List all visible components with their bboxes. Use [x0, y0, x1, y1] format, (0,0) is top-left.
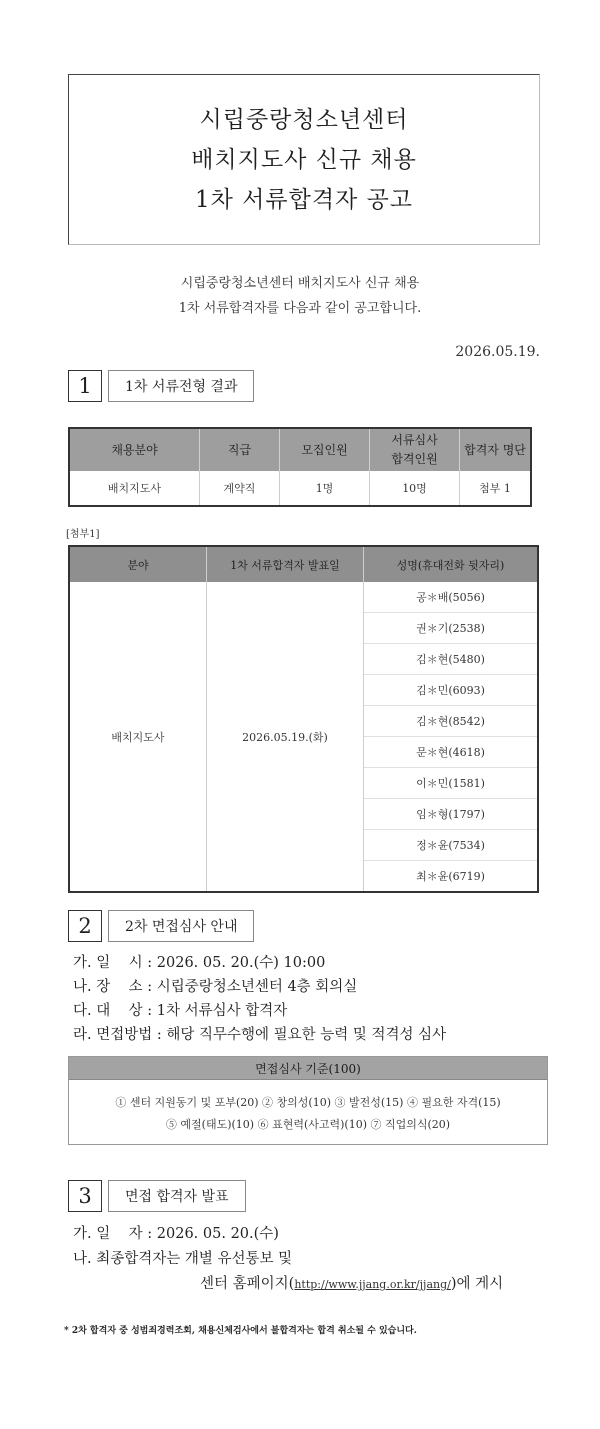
announcement-date: 2026.05.19.	[455, 344, 540, 360]
results-table	[68, 427, 532, 507]
title-line-3: 1차 서류합격자 공고	[195, 186, 413, 213]
intro-line-1: 시립중랑청소년센터 배치지도사 신규 채용	[180, 276, 420, 291]
criteria-box	[68, 1056, 548, 1145]
criteria-line-2: ⑤ 예절(태도)(10) ⑥ 표현력(사고력)(10) ⑦ 직업의식(20)	[165, 1118, 451, 1131]
cell-name: 김＊현(8542)	[364, 706, 539, 737]
section-2-number: 2	[68, 910, 102, 942]
cell-field: 배치지도사	[69, 471, 200, 506]
cell-announce-date: 2026.05.19.(화)	[207, 582, 364, 892]
section-1-number: 1	[68, 370, 102, 402]
cell-name: 문＊현(4618)	[364, 737, 539, 768]
title-box	[68, 74, 540, 245]
criteria-title: 면접심사 기준(100)	[69, 1057, 547, 1080]
section-3-number: 3	[68, 1180, 102, 1212]
attachment-header-row	[69, 546, 538, 582]
cell-area: 배치지도사	[69, 582, 207, 892]
cell-name: 김＊현(5480)	[364, 644, 539, 675]
result-date: 가. 일 자 : 2026. 05. 20.(수)	[73, 1226, 279, 1242]
cell-rank: 계약직	[200, 471, 280, 506]
cell-name: 김＊민(6093)	[364, 675, 539, 706]
cell-name: 권＊기(2538)	[364, 613, 539, 644]
title-line-2: 배치지도사 신규 채용	[191, 146, 417, 173]
result-homepage	[200, 1272, 503, 1293]
section-3-title: 면접 합격자 발표	[108, 1180, 246, 1212]
cell-pass-count: 10명	[370, 471, 460, 506]
header-name-phone: 성명(휴대전화 뒷자리)	[364, 546, 539, 582]
homepage-link[interactable]: http://www.jjang.or.kr/jjang/	[294, 1278, 451, 1291]
section-2-title: 2차 면접심사 안내	[108, 910, 254, 942]
header-field: 채용분야	[69, 428, 200, 471]
interview-location: 나. 장 소 : 시립중랑청소년센터 4층 회의실	[73, 979, 358, 995]
header-pass-list: 합격자 명단	[460, 428, 532, 471]
header-announce-date: 1차 서류합격자 발표일	[207, 546, 364, 582]
footnote: * 2차 합격자 중 성범죄경력조회, 채용신체검사에서 불합격자는 합격 취소될 수 있습니다.	[64, 1326, 417, 1336]
header-recruit-count: 모집인원	[280, 428, 370, 471]
cell-recruit-count: 1명	[280, 471, 370, 506]
criteria-line-1: ① 센터 지원동기 및 포부(20) ② 창의성(10) ③ 발전성(15) ④ 필요한 자격(15)	[115, 1096, 501, 1109]
attachment-table	[68, 545, 539, 893]
table-row	[69, 582, 538, 613]
cell-name: 정＊윤(7534)	[364, 830, 539, 861]
cell-pass-list: 첨부 1	[479, 482, 511, 495]
header-area: 분야	[69, 546, 207, 582]
results-row	[69, 471, 531, 506]
homepage-suffix: )에 게시	[450, 1276, 504, 1292]
homepage-prefix: 센터 홈페이지(	[200, 1276, 295, 1292]
cell-name: 임＊형(1797)	[364, 799, 539, 830]
interview-target: 다. 대 상 : 1차 서류심사 합격자	[73, 1003, 288, 1019]
results-header-row	[69, 428, 531, 471]
result-notice: 나. 최종합격자는 개별 유선통보 및	[73, 1251, 293, 1267]
header-pass-count: 서류심사 합격인원	[370, 428, 460, 471]
section-1-title: 1차 서류전형 결과	[108, 370, 254, 402]
cell-name: 최＊윤(6719)	[416, 870, 485, 883]
intro-line-2: 1차 서류합격자를 다음과 같이 공고합니다.	[178, 301, 422, 316]
cell-name: 이＊민(1581)	[364, 768, 539, 799]
title-line-1: 시립중랑청소년센터	[199, 106, 409, 133]
interview-datetime: 가. 일 시 : 2026. 05. 20.(수) 10:00	[73, 955, 326, 971]
interview-method: 라. 면접방법 : 해당 직무수행에 필요한 능력 및 적격성 심사	[73, 1027, 447, 1043]
header-rank: 직급	[200, 428, 280, 471]
cell-name: 공＊배(5056)	[364, 582, 539, 613]
attachment-label: [첨부1]	[66, 529, 100, 540]
